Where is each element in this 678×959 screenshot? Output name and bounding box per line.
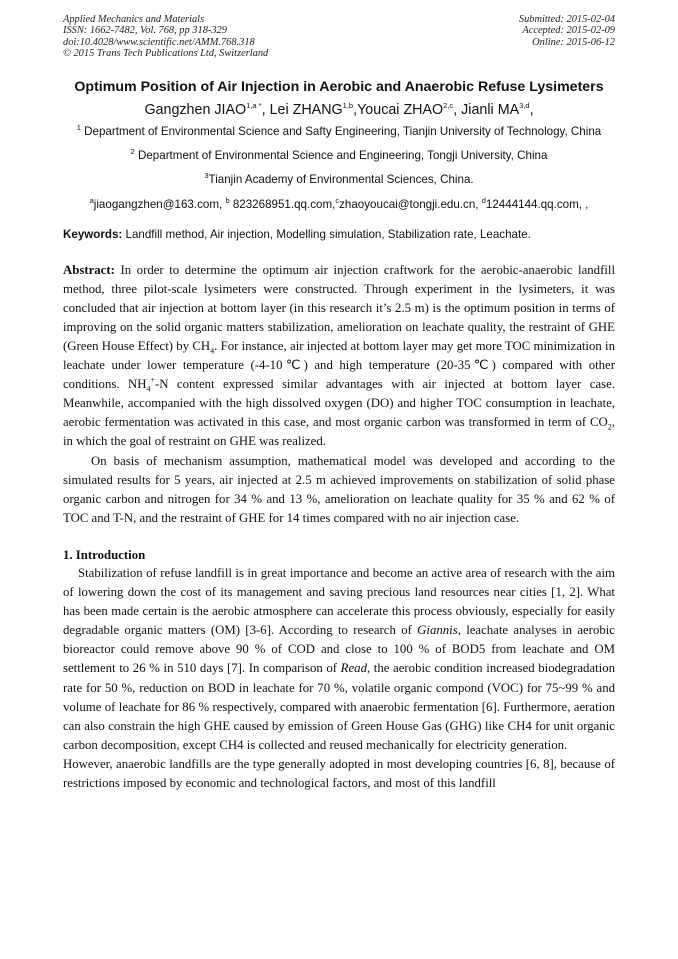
- journal-header: [63, 14, 615, 60]
- abstract-text: , in which the goal of restraint on GHE was realized.: [63, 415, 615, 449]
- affiliation-sup: 1: [76, 122, 81, 132]
- email-sup: a: [89, 195, 94, 205]
- author-name: Gangzhen JIAO: [144, 101, 247, 118]
- author-sup: 3,d: [519, 100, 530, 110]
- affiliation-text: Department of Environmental Science and Safty Engineering, Tianjin University of Technology, China: [84, 124, 602, 138]
- section-heading-introduction: 1. Introduction: [63, 547, 146, 562]
- abstract-label: Abstract:: [63, 262, 115, 277]
- cited-author: Giannis: [417, 623, 458, 638]
- paper-page: [63, 14, 615, 793]
- author-sup: 1,a *: [246, 100, 262, 110]
- intro-text: , the aerobic condition increased biodegradation rate for 50 %, reduction on BOD in leachate for 70 %, volatile organic compond (VOC) for 75~99 % and volume of leachate for 86 % respectively, compared with anaerobic fermentation [6]. Furthermore, aeration can also constrain the high GHE caused by emission of Green House Gas (GHG) like CH4 for unit organic carbon decomposition, except CH4 is collected and reused mechanically for electricity generation.: [63, 661, 616, 752]
- intro-paragraph-1: [63, 564, 615, 755]
- email-list: $^a$jiaogangzhen@163.com, $^b$ 823268951.qq.com,$^c$zhaoyoucai@tongji.edu.cn, $^d$12444144.qq.com, ,: [89, 195, 589, 211]
- keywords-label: Keywords:: [63, 227, 123, 241]
- journal-copyright: © 2015 Trans Tech Publications Ltd, Switzerland: [63, 48, 269, 60]
- journal-info: [63, 14, 268, 60]
- affiliation-text: Tianjin Academy of Environmental Sciences, China.: [208, 172, 474, 186]
- superscript: +: [150, 375, 155, 385]
- affiliation: [63, 147, 615, 165]
- abstract-paragraph-2: On basis of mechanism assumption, mathematical model was developed and according to the simulated results for 5 years, air injected at 2.5 m achieved improvements on stabilization of solid phase organic carbon and nitrogen for 34 % and 13 %, amelioration on leachate quality for 35 % and 62 % of TOC and T-N, and the restraint of GHE for 14 times compared with no air injection case.: [63, 453, 615, 525]
- affiliation: [63, 171, 615, 189]
- keywords: [63, 227, 615, 243]
- subscript: 4: [146, 384, 151, 394]
- email-address: 12444144.qq.com: [485, 197, 579, 211]
- abstract: [63, 261, 615, 528]
- submitted-date: Submitted: 2015-02-04: [518, 14, 615, 25]
- abstract-paragraph-1: [63, 261, 615, 452]
- email-sup: b: [225, 195, 230, 205]
- email-sup: c: [335, 195, 340, 205]
- abstract-text: . For instance, air injected at bottom layer may get more TOC minimization in leachate under lower temperature (-4-10℃) and high temperature (20-35℃) compared with other conditions. NH: [63, 339, 615, 392]
- email-address: zhaoyoucai@tongji.edu.cn: [339, 197, 476, 211]
- journal-doi: doi:10.4028/www.scientific.net/AMM.768.318: [63, 36, 255, 48]
- online-date: Online: 2015-06-12: [532, 36, 615, 48]
- author-sup: 2,c: [443, 100, 454, 110]
- abstract-text: -N content expressed similar advantages with air injected at bottom layer case. Meanwhile, accompanied with the high dissolved oxygen (DO) and higher TOC consumption in leachate, aerobic fermentation was activated in this case, and most organic carbon was transformed in term of CO: [63, 377, 615, 430]
- subscript: 4: [210, 346, 215, 356]
- journal-issn: ISSN: 1662-7482, Vol. 768, pp 318-329: [63, 25, 227, 37]
- keywords-text: Landfill method, Air injection, Modelling simulation, Stabilization rate, Leachate.: [125, 227, 531, 241]
- accepted-date: Accepted: 2015-02-09: [522, 25, 615, 37]
- introduction: [63, 564, 615, 793]
- email-sup: d: [481, 195, 486, 205]
- submission-dates: [519, 14, 615, 60]
- intro-text: , leachate analyses in aerobic bioreactor could remove above 90 % of COD and close to 100 % of BOD5 from leachate and OM settlement to 26 % in 510 days [7]. In comparison of: [63, 623, 615, 676]
- paper-title: Optimum Position of Air Injection in Aerobic and Anaerobic Refuse Lysimeters: [74, 78, 604, 95]
- affiliation-sup: 2: [130, 146, 135, 156]
- author-sup: 1,b: [342, 100, 354, 110]
- subscript: 2: [607, 422, 612, 432]
- affiliation-text: Department of Environmental Science and Engineering, Tongji University, China: [137, 148, 548, 162]
- email-address: 823268951.qq.com: [232, 197, 333, 211]
- journal-name: Applied Mechanics and Materials: [63, 14, 205, 25]
- affiliation: [63, 123, 615, 141]
- email-address: jiaogangzhen@163.com: [93, 197, 219, 211]
- intro-text: Stabilization of refuse landfill is in great importance and become an active area of research with the aim of lowering down the cost of its management and saving precious land resources near cities [1, 2]. What has been made certain is the aerobic atmosphere can accelerate this process obviously, especially for easily degradable organic matters (OM) [3-6]. According to research of: [63, 565, 615, 638]
- abstract-text: In order to determine the optimum air injection craftwork for the aerobic-anaerobic landfill method, three pilot-scale lysimeters were constructed. Through experiment in the lysimeters, it was concluded that air injection at bottom layer (in this research it’s 2.5 m) is the optimum position in terms of improving on the solid organic matters stabilization, amelioration on leachate quality, the restraint of GHE (Green House Effect) by CH: [63, 262, 615, 353]
- intro-paragraph-2: However, anaerobic landfills are the type generally adopted in most developing countries [6, 8], because of restrictions imposed by economic and technological factors, and most of this landfill: [63, 756, 615, 790]
- author-name: Jianli MA: [461, 101, 520, 118]
- author-name: Lei ZHANG: [269, 101, 343, 118]
- author-name: Youcai ZHAO: [357, 101, 444, 118]
- cited-author: Read: [340, 661, 367, 676]
- author-list: Gangzhen $JIAO^{1,a *}$, Lei ZHANG$^{1,b}$,Youcai ZHAO$^{2,c}$, Jianli MA$^{3,d}$,: [144, 100, 534, 118]
- affiliation-sup: 3: [204, 170, 209, 180]
